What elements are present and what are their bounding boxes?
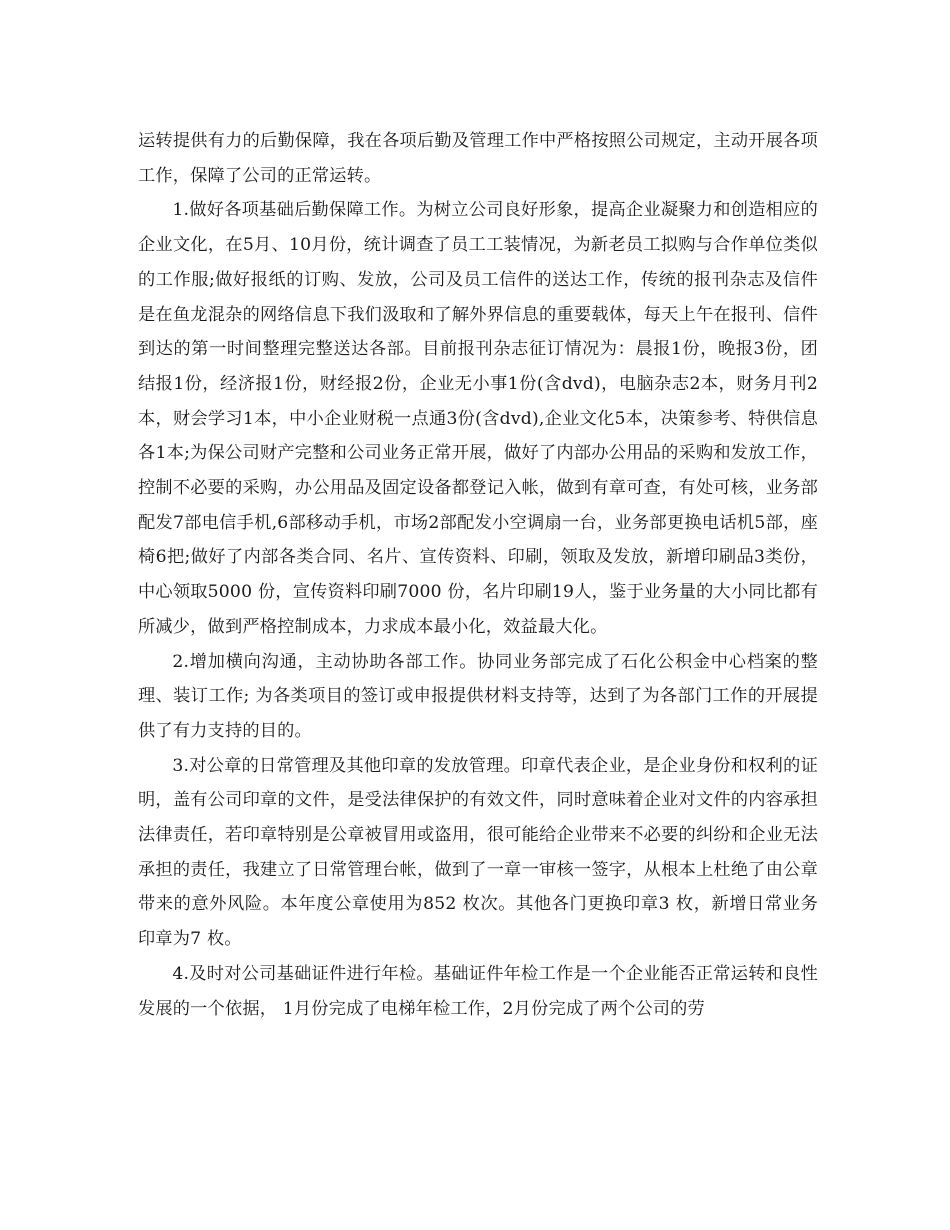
paragraph-item-1: 1.做好各项基础后勤保障工作。为树立公司良好形象，提高企业凝聚力和创造相应的企业文化，在5月、10月份，统计调查了员工工装情况，为新老员工拟购与合作单位类似的工作服;做好报纸的订购、发放，公司及员工信件的送达工作，传统的报刊杂志及信件是在鱼龙混杂的网络信息下我们汲取和了解外界信息的重要载体，每天上午在报刊、信件到达的第一时间整理完整送达各部。目前报刊杂志征订情况为：晨报1份，晚报3份，团结报1份，经济报1份，财经报2份，企业无小事1份(含dvd)，电脑杂志2本，财务月刊2本，财会学习1本，中小企业财税一点通3份(含dvd),企业文化5本，决策参考、特供信息各1本;为保公司财产完整和公司业务正常开展，做好了内部办公用品的采购和发放工作，控制不必要的采购，办公用品及固定设备都登记入帐，做到有章可查，有处可核，业务部配发7部电信手机,6部移动手机，市场2部配发小空调扇一台，业务部更换电话机5部，座椅6把;做好了内部各类合同、名片、宣传资料、印刷，领取及发放，新增印刷品3类份，中心领取5000 份，宣传资料印刷7000 份，名片印刷19人，鉴于业务量的大小同比都有所减少，做到严格控制成本，力求成本最小化，效益最大化。 [138,200,818,637]
paragraph-item-2: 2.增加横向沟通，主动协助各部工作。协同业务部完成了石化公积金中心档案的整理、装订工作; 为各类项目的签订或申报提供材料支持等，达到了为各部门工作的开展提供了有力支持的目的。 [138,651,818,741]
paragraph-continuation: 运转提供有力的后勤保障，我在各项后勤及管理工作中严格按照公司规定，主动开展各项工作，保障了公司的正常运转。 [138,131,818,186]
document-body [138,124,818,1026]
paragraph-item-3: 3.对公章的日常管理及其他印章的发放管理。印章代表企业，是企业身份和权利的证明，盖有公司印章的文件，是受法律保护的有效文件，同时意味着企业对文件的内容承担法律责任，若印章特别是公章被冒用或盗用，很可能给企业带来不必要的纠纷和企业无法承担的责任，我建立了日常管理台帐，做到了一章一审核一签字，从根本上杜绝了由公章带来的意外风险。本年度公章使用为852 枚次。其他各门更换印章3 枚，新增日常业务印章为7 枚。 [138,755,818,950]
paragraph-item-4: 4.及时对公司基础证件进行年检。基础证件年检工作是一个企业能否正常运转和良性发展的一个依据， 1月份完成了电梯年检工作，2月份完成了两个公司的劳 [138,963,818,1019]
